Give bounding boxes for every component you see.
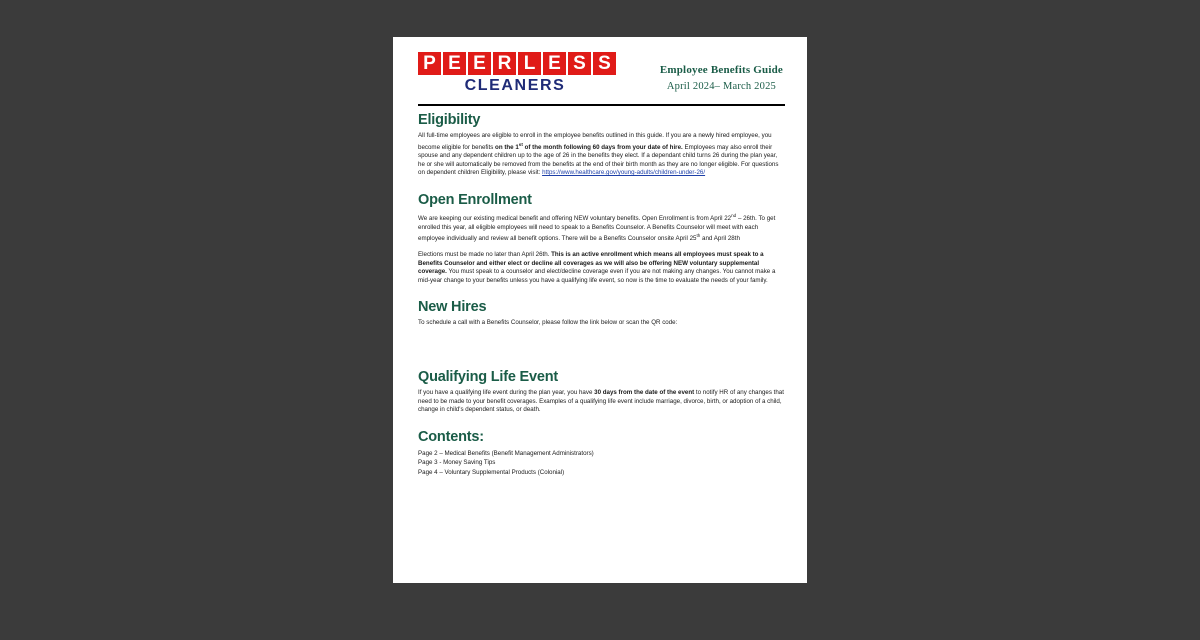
text-run: All full-time employees are eligible to enroll in the employee benefits outlined in this guide. If you are a newly hired employee, you become eligible for benefits <box>418 132 772 151</box>
text-run: Employees may also enroll their spouse and any dependent children up to the age of 26 in the benefits they elect. If a dependant child turns 26 during the plan year, he or she will automatically be removed from the benefits at the end of their birth month as they are no longer eligible. For questions on dependent children Eligibility, please visit: <box>418 143 779 177</box>
section-eligibility <box>418 112 785 178</box>
section-new-hires <box>418 299 785 355</box>
qr-code-placeholder <box>418 335 785 355</box>
logo-letter: E <box>443 52 466 75</box>
header-divider <box>418 104 785 106</box>
text-run: If you have a qualifying life event during the plan year, you have <box>418 388 595 396</box>
ordinal-suffix: th <box>696 233 701 239</box>
open-enrollment-paragraph-2 <box>418 251 785 285</box>
text-run: – 26th. To get enrolled this year, all eligible employees will need to speak to a Benefits Counselor. A Benefits Counselor will meet with each employee individually and review all benefit options. There will be a Benefits Counselor onsite April 25 <box>418 215 776 243</box>
logo-letter: E <box>543 52 566 75</box>
logo-letter: L <box>518 52 541 75</box>
new-hires-paragraph: To schedule a call with a Benefits Counselor, please follow the link below or scan the QR code: <box>418 319 678 327</box>
company-logo <box>418 50 616 95</box>
text-run: Elections must be made no later than April 26th. <box>418 250 552 258</box>
section-heading-eligibility: Eligibility <box>418 112 481 128</box>
document-page <box>393 37 807 583</box>
logo-letter: S <box>568 52 591 75</box>
text-run: to notify HR of any changes that need to be made to your benefit coverages. Examples of a qualifying life event include marriage, divorce, birth, or adoption of a child, change in child's dependent status, or death. <box>418 388 784 414</box>
section-heading-qualifying-life-event: Qualifying Life Event <box>418 368 559 385</box>
section-qualifying-life-event <box>418 369 785 415</box>
ordinal-suffix: st <box>518 141 523 147</box>
contents-item: Page 3 - Money Saving Tips <box>418 459 496 467</box>
healthcare-gov-link[interactable]: https://www.healthcare.gov/young-adults/children-under-26/ <box>542 169 706 177</box>
text-run-bold: 30 days from the date of the event <box>594 388 695 396</box>
section-contents <box>418 429 785 478</box>
text-run: You must speak to a counselor and elect/decline coverage even if you are not making any changes. You cannot make a mid-year change to your benefits unless you have a qualifying life event, so now is the time to evaluate the needs of your family. <box>418 268 776 284</box>
contents-list <box>418 449 785 478</box>
open-enrollment-paragraph-1 <box>418 212 785 244</box>
text-run: We are keeping our existing medical benefit and offering NEW voluntary benefits. Open Enrollment is from April 22 <box>418 215 732 223</box>
logo-letter: P <box>418 52 441 75</box>
logo-wordmark <box>418 52 616 75</box>
logo-letter: R <box>493 52 516 75</box>
text-run-bold: of the month following 60 days from your date of hire. <box>522 143 683 151</box>
logo-subtitle: CLEANERS <box>464 77 566 94</box>
logo-letter: E <box>468 52 491 75</box>
contents-item: Page 4 – Voluntary Supplemental Products (Colonial) <box>418 468 565 476</box>
contents-heading: Contents: <box>418 428 484 445</box>
guide-title-block <box>660 50 785 92</box>
logo-letter: S <box>593 52 616 75</box>
qualifying-life-event-paragraph <box>418 389 785 415</box>
section-open-enrollment <box>418 192 785 285</box>
document-header <box>418 50 785 95</box>
text-run-bold: on the 1 <box>495 143 519 151</box>
eligibility-paragraph <box>418 132 785 178</box>
section-heading-new-hires: New Hires <box>418 299 487 316</box>
contents-item: Page 2 – Medical Benefits (Benefit Management Administrators) <box>418 449 594 457</box>
text-run: and April 28th <box>700 235 740 243</box>
text-run-bold: This is an active enrollment which means all employees must speak to a Benefits Counselor and either elect or decline all coverages as we will also be offering NEW voluntary supplemental coverage. <box>418 250 764 276</box>
ordinal-suffix: nd <box>731 213 737 219</box>
section-heading-open-enrollment: Open Enrollment <box>418 192 532 209</box>
guide-period: April 2024– March 2025 <box>666 81 776 92</box>
guide-title: Employee Benefits Guide <box>659 64 783 76</box>
